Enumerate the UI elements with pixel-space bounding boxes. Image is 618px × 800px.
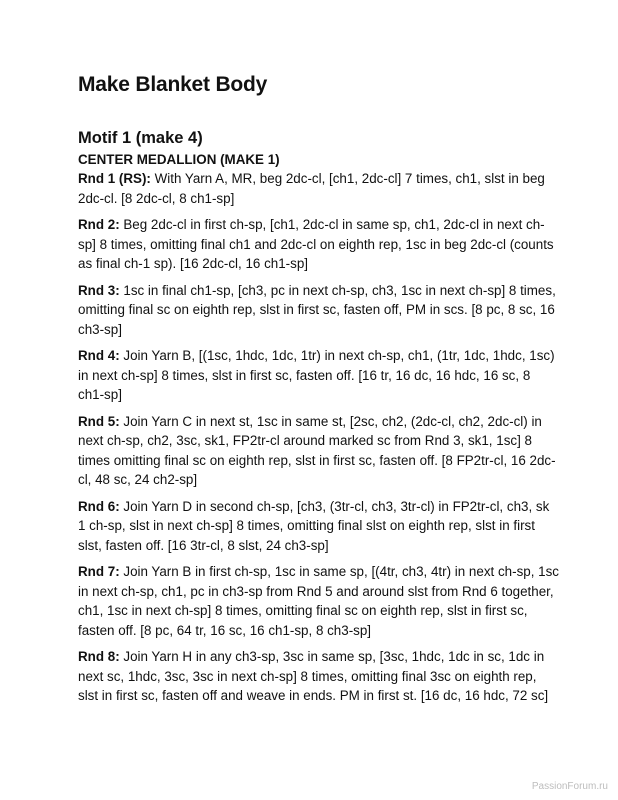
round-text: 1sc in final ch1-sp, [ch3, pc in next ch-sp, ch3, 1sc in next ch-sp] 8 times, omitting final sc on eighth rep, slst in first sc, fasten off, PM in scs. [8 pc, 8 sc, 16 ch3-sp]	[78, 282, 556, 337]
round-text: Join Yarn C in next st, 1sc in same st, [2sc, ch2, (2dc-cl, ch2, 2dc-cl) in next ch-sp, ch2, 3sc, sk1, FP2tr-cl around marked sc from Rnd 3, sk1, 1sc] 8 times omitting final sc on eighth rep, slst in first sc, fasten off. [8 FP2tr-cl, 16 2dc-cl, 48 sc, 24 ch2-sp]	[78, 413, 556, 487]
round-label: Rnd 6:	[78, 498, 120, 514]
round-6	[78, 497, 560, 556]
round-label: Rnd 7:	[78, 564, 120, 579]
round-text: Join Yarn B, [(1sc, 1hdc, 1dc, 1tr) in next ch-sp, ch1, (1tr, 1dc, 1hdc, 1sc) in next ch-sp] 8 times, slst in first sc, fasten off. [16 tr, 16 dc, 16 hdc, 16 sc, 8 ch1-sp]	[78, 348, 555, 402]
round-label: Rnd 3:	[78, 282, 120, 298]
round-1	[78, 169, 560, 208]
section-heading: CENTER MEDALLION (MAKE 1)	[78, 152, 280, 167]
page-title: Make Blanket Body	[78, 73, 268, 96]
round-label: Rnd 1 (RS):	[78, 171, 151, 186]
round-label: Rnd 8:	[78, 649, 120, 664]
round-5	[78, 412, 560, 490]
watermark: PassionForum.ru	[531, 781, 608, 792]
round-label: Rnd 2:	[78, 217, 120, 232]
round-4	[78, 346, 560, 405]
round-text: Join Yarn D in second ch-sp, [ch3, (3tr-cl, ch3, 3tr-cl) in FP2tr-cl, ch3, sk 1 ch-sp, slst in next ch-sp] 8 times, omitting final slst on eighth rep, slst in first slst, fasten off. [16 3tr-cl, 8 slst, 24 ch3-sp]	[78, 498, 550, 553]
round-8	[78, 647, 560, 706]
document-page	[78, 72, 560, 713]
round-text: Join Yarn B in first ch-sp, 1sc in same sp, [(4tr, ch3, 4tr) in next ch-sp, 1sc in next ch-sp, ch1, pc in ch3-sp from Rnd 5 and around slst from Rnd 6 together, ch1, 1sc in next ch-sp] 8 times, omitting final sc on eighth rep, slst in first sc, fasten off. [8 pc, 64 tr, 16 sc, 16 ch1-sp, 8 ch3-sp]	[78, 564, 559, 638]
round-3	[78, 281, 560, 340]
round-label: Rnd 5:	[78, 413, 120, 429]
round-text: Beg 2dc-cl in first ch-sp, [ch1, 2dc-cl in same sp, ch1, 2dc-cl in next ch-sp] 8 times, omitting final ch1 and 2dc-cl on eighth rep, 1sc in beg 2dc-cl (counts as final ch-1 sp). [16 2dc-cl, 16 ch1-sp]	[78, 217, 554, 271]
motif-heading: Motif 1 (make 4)	[78, 129, 203, 147]
round-7	[78, 562, 560, 640]
round-2	[78, 215, 560, 274]
round-text: With Yarn A, MR, beg 2dc-cl, [ch1, 2dc-cl] 7 times, ch1, slst in beg 2dc-cl. [8 2dc-cl, 8 ch1-sp]	[78, 171, 545, 206]
round-label: Rnd 4:	[78, 348, 120, 363]
round-text: Join Yarn H in any ch3-sp, 3sc in same sp, [3sc, 1hdc, 1dc in sc, 1dc in next sc, 1hdc, 3sc, 3sc in next ch-sp] 8 times, omitting final 3sc on eighth rep, slst in first sc, fasten off and weave in ends. PM in first st. [16 dc, 16 hdc, 72 sc]	[78, 649, 549, 703]
